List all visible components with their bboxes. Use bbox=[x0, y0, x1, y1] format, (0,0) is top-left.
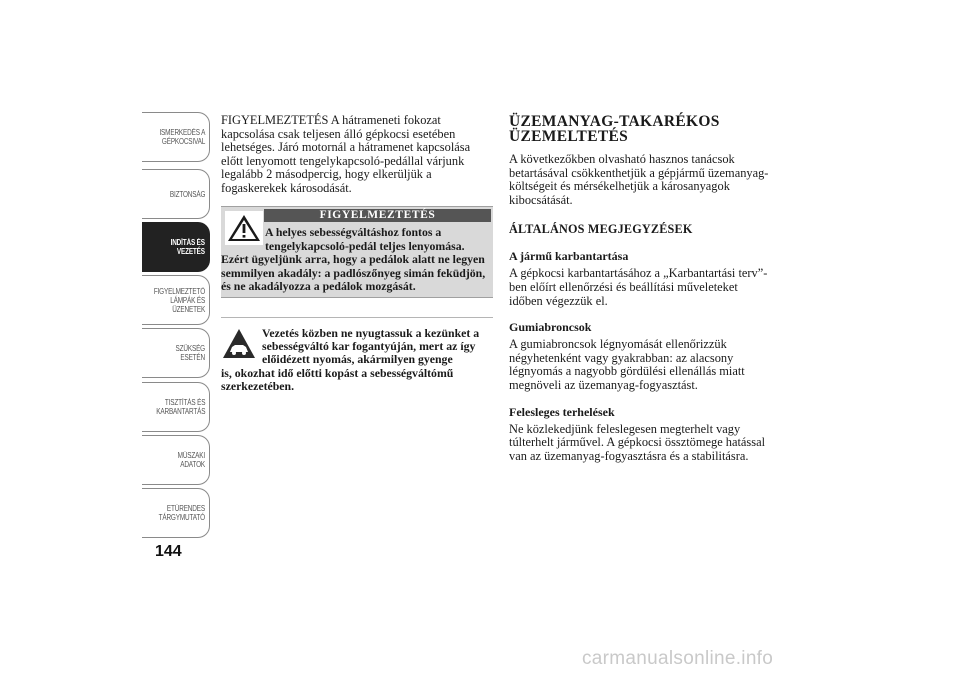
item-text-maintenance: A gépkocsi karbantartásához a „Karbantartási terv”-ben előírt ellenőrzési és beállítási műveleteket időben végezzük el. bbox=[509, 266, 768, 308]
divider-line bbox=[221, 317, 493, 318]
left-column bbox=[221, 114, 493, 196]
section-title bbox=[509, 114, 771, 144]
warning-header: FIGYELMEZTETÉS bbox=[264, 209, 491, 222]
warning-text-full: Ezért ügyeljünk arra, hogy a pedálok alatt ne legyen semmilyen akadály: a padlószőnyeg simán feküdjön, és ne akadályozza a pedálok mozgását. bbox=[221, 252, 486, 293]
tab-targymutato[interactable]: ETŰRENDES TÁRGYMUTATÓ bbox=[142, 488, 210, 538]
section-title-line-2: ÜZEMELTETÉS bbox=[509, 128, 629, 145]
warning-text-indent: A helyes sebességváltáshoz fontos a tengelykapcsoló-pedál teljes lenyomása. bbox=[265, 225, 465, 253]
right-column bbox=[509, 114, 771, 463]
tab-szukseg-eseten[interactable]: SZÜKSÉG ESETÉN bbox=[142, 328, 210, 378]
warning-triangle-icon bbox=[225, 211, 263, 245]
warning-box bbox=[221, 206, 493, 298]
section-title-line-1: ÜZEMANYAG-TAKARÉKOS bbox=[509, 113, 720, 130]
car-protection-icon bbox=[221, 327, 257, 361]
tab-ismerkedes[interactable]: ISMERKEDÉS A GÉPKOCSIVAL bbox=[142, 112, 210, 162]
item-heading-loads: Felesleges terhelések bbox=[509, 404, 615, 419]
general-notes-heading: ÁLTALÁNOS MEGJEGYZÉSEK bbox=[509, 222, 693, 237]
note-text-indent: Vezetés közben ne nyugtassuk a kezünket a sebességváltó kar fogantyúján, mert az így előidézett nyomás, akármilyen gyenge bbox=[262, 326, 480, 367]
item-text-loads: Ne közlekedjünk feleslegesen megterhelt vagy túlterhelt járművel. A gépkocsi össztömege hatással van az üzemanyag-fogyasztásra és a stabilitásra. bbox=[509, 421, 766, 463]
note-text-full: is, okozhat idő előtti kopást a sebességváltómű szerkezetében. bbox=[221, 366, 454, 394]
watermark: carmanualsonline.info bbox=[582, 648, 774, 669]
tab-biztonsag[interactable]: BIZTONSÁG bbox=[142, 169, 210, 219]
tab-inditas-es-vezetes[interactable]: INDÍTÁS ÉS VEZETÉS bbox=[142, 222, 210, 272]
tab-muszaki-adatok[interactable]: MŰSZAKI ADATOK bbox=[142, 435, 210, 485]
item-text-tyres: A gumiabroncsok légnyomását ellenőrizzük négyhetenként vagy gyakrabban: az alacsony légnyomás a nagyobb gördülési ellenállás miatt megnöveli az üzemanyag-fogyasztást. bbox=[509, 337, 745, 392]
section-intro: A következőkben olvasható hasznos tanácsok betartásával csökkenthetjük a gépjármű üzemanyag-költségeit és mérsékelhetjük a károsanyagok kibocsátását. bbox=[509, 152, 769, 207]
item-heading-tyres: Gumiabroncsok bbox=[509, 320, 592, 335]
page-number: 144 bbox=[155, 543, 182, 560]
intro-paragraph: FIGYELMEZTETÉS A hátrameneti fokozat kapcsolása csak teljesen álló gépkocsi esetében lehetséges. Járó motornál a hátramenet kapcsolása előtt lenyomott tengelykapcsoló-pedállal várjunk legalább 2 másodpercig, hogy elkerüljük a fogaskerekek károsodását. bbox=[221, 113, 471, 195]
item-heading-maintenance: A jármű karbantartása bbox=[509, 249, 629, 264]
tab-figyelmezteto-lampak[interactable]: FIGYELMEZTETŐ LÁMPÁK ÉS ÜZENETEK bbox=[142, 275, 210, 325]
tab-tisztitas-karbantartas[interactable]: TISZTÍTÁS ÉS KARBANTARTÁS bbox=[142, 382, 210, 432]
